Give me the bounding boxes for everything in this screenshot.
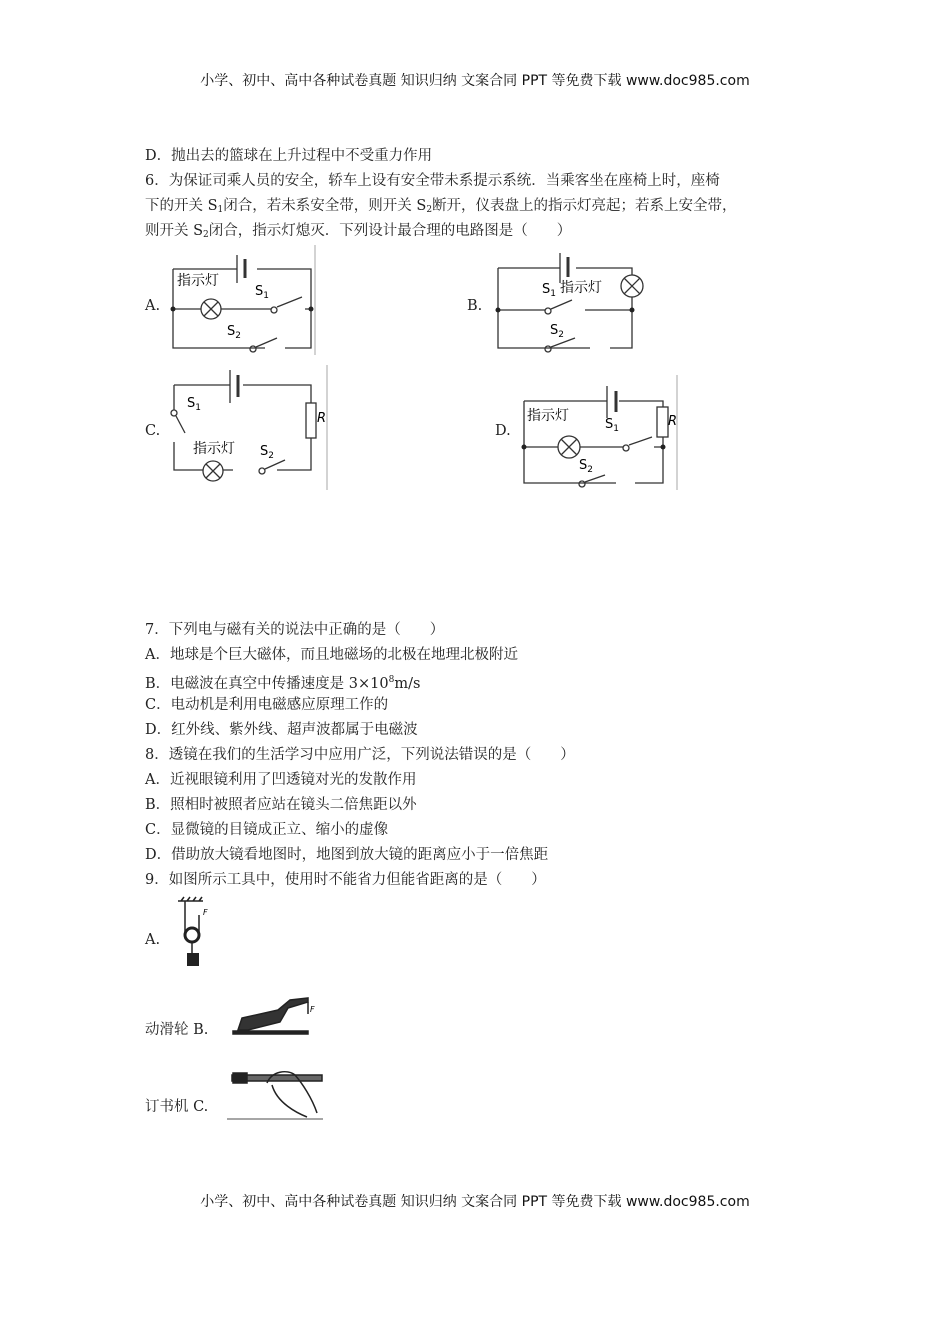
q7-option-b (145, 670, 420, 694)
subscript: 2 (426, 205, 433, 215)
q7-stem: 7．下列电与磁有关的说法中正确的是（ ） (145, 622, 445, 638)
lamp-label: 指示灯 (527, 408, 569, 424)
q9-option-a-label: A. (145, 932, 161, 948)
text: B．电磁波在真空中传播速度是 3×10 (145, 676, 389, 692)
q9-option-b-label: 动滑轮 B. (145, 1022, 209, 1038)
q6-option-d-label: D. (495, 423, 511, 439)
q9-stem: 9．如图所示工具中，使用时不能省力但能省距离的是（ ） (145, 872, 546, 888)
lamp-label: 指示灯 (560, 280, 602, 296)
svg-text:S1: $S_1$ (187, 396, 201, 413)
svg-text:S2: $S_2$ (550, 323, 564, 340)
tweezers-hand-image (227, 1063, 327, 1120)
circuit-diagram-a (165, 245, 325, 355)
q7-option-d: D．红外线、紫外线、超声波都属于电磁波 (145, 722, 418, 738)
resistor-label: R (668, 414, 678, 429)
q6-option-b-label: B. (467, 298, 483, 314)
text: 则开关 S (145, 223, 204, 239)
q8-stem: 8．透镜在我们的生活学习中应用广泛，下列说法错误的是（ ） (145, 747, 575, 763)
subscript: 2 (203, 230, 209, 240)
svg-text:S2: $S_2$ (227, 324, 241, 341)
svg-text:S2: $S_2$ (579, 458, 593, 475)
q8-option-a: A．近视眼镜利用了凹透镜对光的发散作用 (145, 772, 417, 788)
stapler-image (228, 988, 313, 1038)
q6-line-1: 6．为保证司乘人员的安全，轿车上设有安全带未系提示系统．当乘客坐在座椅上时，座椅 (145, 173, 720, 189)
q5-option-d: D．抛出去的篮球在上升过程中不受重力作用 (145, 148, 433, 164)
q6-option-c-label: C. (145, 423, 161, 439)
movable-pulley-image (175, 895, 225, 970)
q8-option-d: D．借助放大镜看地图时，地图到放大镜的距离应小于一倍焦距 (145, 847, 549, 863)
text: 闭合，若未系安全带，则开关 S (223, 198, 427, 214)
svg-text:S1: $S_1$ (255, 284, 269, 301)
circuit-diagram-b (490, 245, 650, 355)
q8-option-b: B．照相时被照者应站在镜头二倍焦距以外 (145, 797, 417, 813)
q7-option-c: C．电动机是利用电磁感应原理工作的 (145, 697, 389, 713)
text: 下的开关 S (145, 198, 218, 214)
resistor-label: R (317, 411, 327, 426)
circuit-diagram-d (515, 375, 685, 490)
lamp-label: 指示灯 (193, 441, 235, 457)
q9-option-c-label: 订书机 C. (145, 1099, 209, 1115)
text: 闭合，指示灯熄灭．下列设计最合理的电路图是（ ） (208, 223, 572, 239)
q6-option-a-label: A. (145, 298, 161, 314)
q6-line-2 (145, 196, 737, 220)
q8-option-c: C．显微镜的目镜成正立、缩小的虚像 (145, 822, 389, 838)
text: m/s (394, 676, 421, 692)
q7-option-a: A．地球是个巨大磁体，而且地磁场的北极在地理北极附近 (145, 647, 518, 663)
force-label: F (310, 1005, 315, 1014)
subscript: 1 (217, 205, 224, 215)
page-footer: 小学、初中、高中各种试卷真题 知识归纳 文案合同 PPT 等免费下载 www.doc985.com (200, 1194, 750, 1210)
lamp-label: 指示灯 (177, 273, 219, 289)
text: 断开，仪表盘上的指示灯亮起；若系上安全带， (432, 198, 737, 214)
page-header: 小学、初中、高中各种试卷真题 知识归纳 文案合同 PPT 等免费下载 www.doc985.com (200, 73, 750, 89)
superscript: 8 (388, 675, 395, 685)
circuit-diagram-c (165, 365, 335, 490)
q6-line-3 (145, 221, 571, 245)
svg-text:S1: $S_1$ (605, 417, 619, 434)
svg-text:S2: $S_2$ (260, 444, 274, 461)
svg-text:S1: $S_1$ (542, 282, 556, 299)
force-label: F (203, 908, 208, 917)
